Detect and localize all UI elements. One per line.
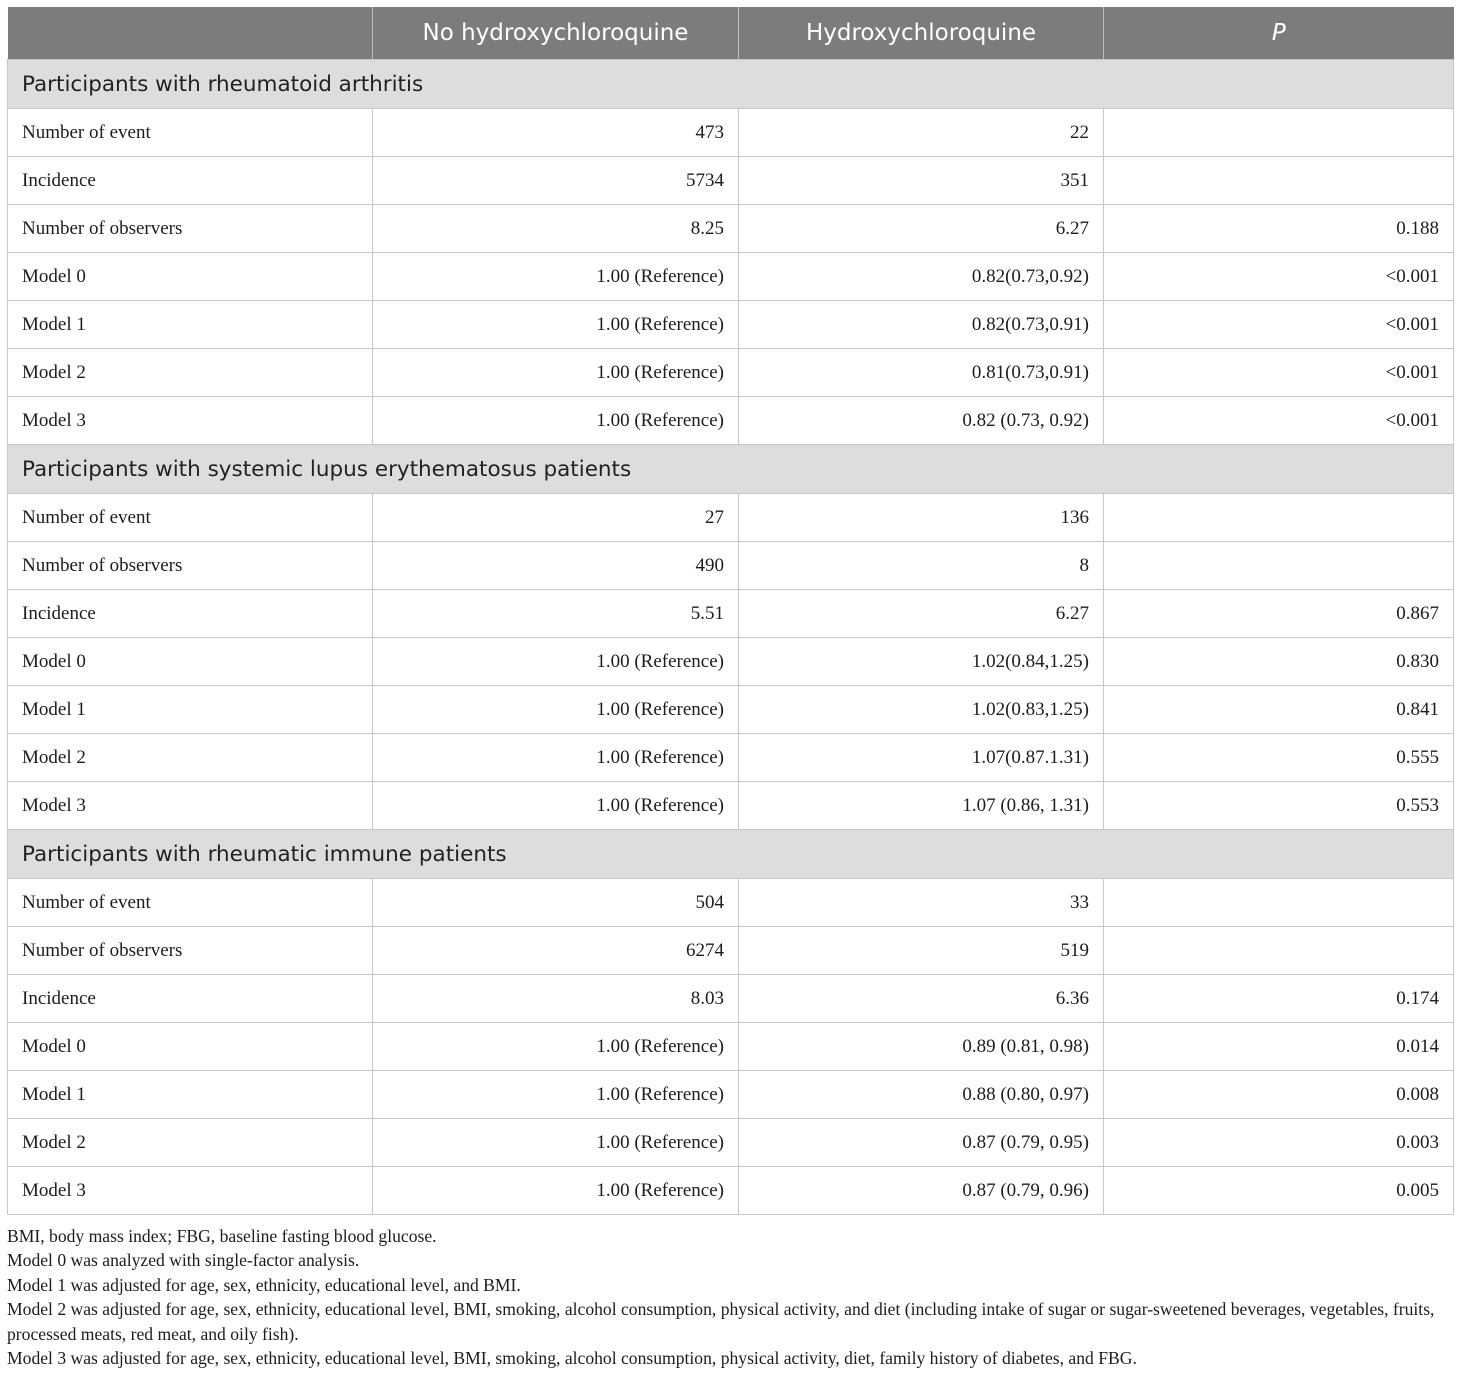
no-hcq-value: 27 (373, 494, 739, 542)
table-body (8, 60, 1454, 1215)
table-row (8, 253, 1454, 301)
no-hcq-value: 1.00 (Reference) (373, 397, 739, 445)
table-row (8, 349, 1454, 397)
table-row (8, 975, 1454, 1023)
row-label: Model 1 (8, 1071, 373, 1119)
table-container (7, 7, 1453, 1370)
p-value: <0.001 (1104, 397, 1454, 445)
footnote: Model 1 was adjusted for age, sex, ethnicity, educational level, and BMI. (7, 1274, 521, 1295)
no-hcq-value: 6274 (373, 927, 739, 975)
table-row (8, 109, 1454, 157)
no-hcq-value: 1.00 (Reference) (373, 1119, 739, 1167)
section-title: Participants with systemic lupus erythematosus patients (8, 445, 1454, 494)
p-value: 0.174 (1104, 975, 1454, 1023)
table-row (8, 734, 1454, 782)
no-hcq-value: 1.00 (Reference) (373, 782, 739, 830)
header-cell-no-hcq: No hydroxychloroquine (373, 7, 739, 60)
footnote: Model 2 was adjusted for age, sex, ethnicity, educational level, BMI, smoking, alcohol consumption, physical activity, and diet (including intake of sugar or sugar-sweetened beverages, vegetables, fruits, processed meats, red meat, and oily fish). (7, 1299, 1435, 1344)
table-row (8, 157, 1454, 205)
table-row (8, 638, 1454, 686)
hcq-value: 0.82(0.73,0.92) (739, 253, 1104, 301)
row-label: Model 2 (8, 1119, 373, 1167)
table-row (8, 879, 1454, 927)
hcq-value: 6.27 (739, 205, 1104, 253)
footnote: Model 0 was analyzed with single-factor analysis. (7, 1250, 360, 1271)
footnote: Model 3 was adjusted for age, sex, ethnicity, educational level, BMI, smoking, alcohol consumption, physical activity, diet, family history of diabetes, and FBG. (7, 1348, 1137, 1369)
hcq-value: 351 (739, 157, 1104, 205)
p-value: <0.001 (1104, 253, 1454, 301)
no-hcq-value: 1.00 (Reference) (373, 1167, 739, 1215)
no-hcq-value: 1.00 (Reference) (373, 734, 739, 782)
no-hcq-value: 490 (373, 542, 739, 590)
p-value: <0.001 (1104, 301, 1454, 349)
header-cell-label (8, 7, 373, 60)
table-row (8, 927, 1454, 975)
no-hcq-value: 1.00 (Reference) (373, 1071, 739, 1119)
header-row (8, 7, 1454, 60)
no-hcq-value: 1.00 (Reference) (373, 638, 739, 686)
section-row (8, 830, 1454, 879)
row-label: Model 2 (8, 734, 373, 782)
hcq-value: 1.02(0.84,1.25) (739, 638, 1104, 686)
no-hcq-value: 1.00 (Reference) (373, 1023, 739, 1071)
p-value: 0.830 (1104, 638, 1454, 686)
table-row (8, 1023, 1454, 1071)
hcq-value: 6.36 (739, 975, 1104, 1023)
p-value: 0.003 (1104, 1119, 1454, 1167)
no-hcq-value: 8.03 (373, 975, 739, 1023)
row-label: Model 3 (8, 1167, 373, 1215)
no-hcq-value: 8.25 (373, 205, 739, 253)
table-row (8, 205, 1454, 253)
p-value: 0.867 (1104, 590, 1454, 638)
p-value (1104, 157, 1454, 205)
no-hcq-value: 504 (373, 879, 739, 927)
hcq-value: 136 (739, 494, 1104, 542)
p-value: 0.008 (1104, 1071, 1454, 1119)
row-label: Model 0 (8, 1023, 373, 1071)
hcq-value: 0.81(0.73,0.91) (739, 349, 1104, 397)
section-row (8, 445, 1454, 494)
p-value: <0.001 (1104, 349, 1454, 397)
table-row (8, 590, 1454, 638)
table-row (8, 494, 1454, 542)
row-label: Model 3 (8, 397, 373, 445)
p-value: 0.014 (1104, 1023, 1454, 1071)
no-hcq-value: 1.00 (Reference) (373, 686, 739, 734)
footnotes (7, 1224, 1457, 1370)
section-title: Participants with rheumatic immune patients (8, 830, 1454, 879)
row-label: Number of event (8, 109, 373, 157)
row-label: Incidence (8, 590, 373, 638)
hcq-value: 1.07(0.87.1.31) (739, 734, 1104, 782)
no-hcq-value: 1.00 (Reference) (373, 301, 739, 349)
table-row (8, 782, 1454, 830)
row-label: Number of observers (8, 542, 373, 590)
hcq-value: 0.87 (0.79, 0.96) (739, 1167, 1104, 1215)
no-hcq-value: 5734 (373, 157, 739, 205)
hcq-value: 1.02(0.83,1.25) (739, 686, 1104, 734)
hcq-value: 519 (739, 927, 1104, 975)
row-label: Incidence (8, 975, 373, 1023)
hcq-value: 0.82(0.73,0.91) (739, 301, 1104, 349)
section-row (8, 60, 1454, 109)
row-label: Number of event (8, 494, 373, 542)
hcq-value: 0.82 (0.73, 0.92) (739, 397, 1104, 445)
p-value: 0.553 (1104, 782, 1454, 830)
hcq-value: 33 (739, 879, 1104, 927)
row-label: Number of observers (8, 927, 373, 975)
table-row (8, 301, 1454, 349)
table-row (8, 542, 1454, 590)
row-label: Model 0 (8, 638, 373, 686)
footnote: BMI, body mass index; FBG, baseline fasting blood glucose. (7, 1226, 437, 1246)
hcq-value: 1.07 (0.86, 1.31) (739, 782, 1104, 830)
row-label: Model 2 (8, 349, 373, 397)
no-hcq-value: 1.00 (Reference) (373, 253, 739, 301)
p-value: 0.555 (1104, 734, 1454, 782)
hcq-value: 0.88 (0.80, 0.97) (739, 1071, 1104, 1119)
header-cell-hcq: Hydroxychloroquine (739, 7, 1104, 60)
hcq-value: 6.27 (739, 590, 1104, 638)
no-hcq-value: 473 (373, 109, 739, 157)
row-label: Model 1 (8, 686, 373, 734)
table-row (8, 686, 1454, 734)
row-label: Model 0 (8, 253, 373, 301)
section-title: Participants with rheumatoid arthritis (8, 60, 1454, 109)
p-value (1104, 879, 1454, 927)
p-value (1104, 109, 1454, 157)
table-row (8, 1167, 1454, 1215)
table-row (8, 397, 1454, 445)
row-label: Model 1 (8, 301, 373, 349)
hcq-value: 0.89 (0.81, 0.98) (739, 1023, 1104, 1071)
hcq-value: 22 (739, 109, 1104, 157)
table-row (8, 1119, 1454, 1167)
row-label: Number of observers (8, 205, 373, 253)
results-table (7, 7, 1454, 1215)
p-value (1104, 927, 1454, 975)
p-value (1104, 542, 1454, 590)
p-value: 0.005 (1104, 1167, 1454, 1215)
row-label: Number of event (8, 879, 373, 927)
no-hcq-value: 1.00 (Reference) (373, 349, 739, 397)
p-value: 0.188 (1104, 205, 1454, 253)
header-cell-p: P (1104, 7, 1454, 60)
no-hcq-value: 5.51 (373, 590, 739, 638)
table-row (8, 1071, 1454, 1119)
hcq-value: 0.87 (0.79, 0.95) (739, 1119, 1104, 1167)
p-value (1104, 494, 1454, 542)
row-label: Model 3 (8, 782, 373, 830)
hcq-value: 8 (739, 542, 1104, 590)
p-value: 0.841 (1104, 686, 1454, 734)
row-label: Incidence (8, 157, 373, 205)
